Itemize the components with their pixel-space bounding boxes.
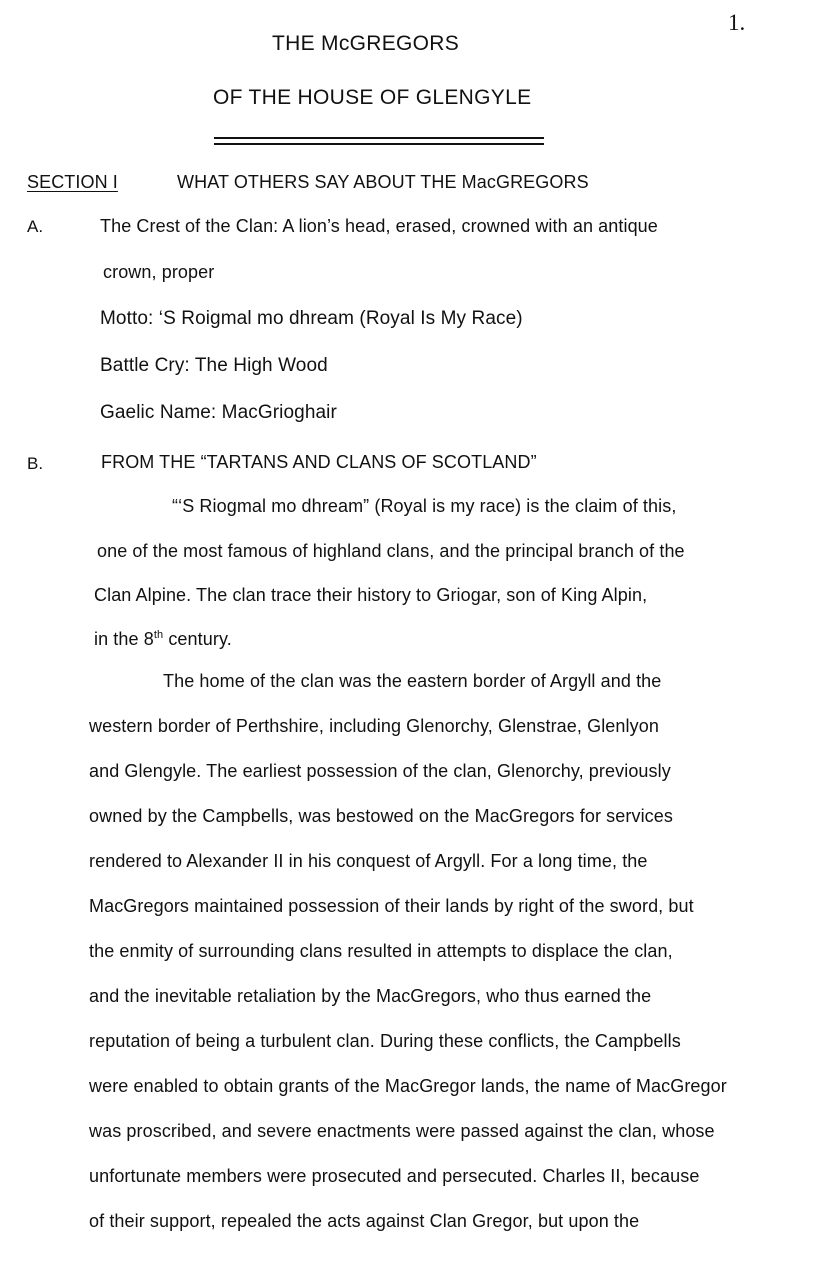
item-b-heading: FROM THE “TARTANS AND CLANS OF SCOTLAND” — [101, 452, 537, 472]
paragraph-2-line: western border of Perthshire, including Glenorchy, Glenstrae, Glenlyon — [89, 716, 659, 736]
section-label: SECTION I — [27, 172, 118, 192]
crest-line-2: crown, proper — [103, 262, 215, 282]
paragraph-1-line: Clan Alpine. The clan trace their history to Griogar, son of King Alpin, — [94, 585, 648, 605]
paragraph-2-line: MacGregors maintained possession of their lands by right of the sword, but — [89, 896, 694, 916]
paragraph-2-line: rendered to Alexander II in his conquest of Argyll. For a long time, the — [89, 851, 648, 871]
paragraph-2-line: were enabled to obtain grants of the MacGregor lands, the name of MacGregor — [89, 1076, 727, 1096]
item-a-marker: A. — [27, 217, 44, 236]
paragraph-1-last-pre: in the 8 — [94, 629, 154, 649]
title-line-1: THE McGREGORS — [272, 32, 460, 55]
item-b-marker: B. — [27, 454, 44, 473]
title-rule-top — [214, 137, 544, 139]
paragraph-1-last-post: century. — [163, 629, 232, 649]
paragraph-1-line — [94, 629, 232, 650]
crest-line-1: The Crest of the Clan: A lion’s head, erased, crowned with an antique — [100, 216, 658, 236]
title-line-2: OF THE HOUSE OF GLENGYLE — [213, 86, 532, 109]
motto: Motto: ‘S Roigmal mo dhream (Royal Is My Race) — [100, 308, 523, 329]
paragraph-2-line: The home of the clan was the eastern border of Argyll and the — [163, 671, 662, 691]
paragraph-2-line: reputation of being a turbulent clan. During these conflicts, the Campbells — [89, 1031, 681, 1051]
paragraph-2-line: the enmity of surrounding clans resulted in attempts to displace the clan, — [89, 941, 673, 961]
paragraph-1-line: “‘S Riogmal mo dhream” (Royal is my race) is the claim of this, — [172, 496, 677, 516]
section-heading: WHAT OTHERS SAY ABOUT THE MacGREGORS — [177, 172, 589, 192]
paragraph-1-line: one of the most famous of highland clans, and the principal branch of the — [97, 541, 685, 561]
ordinal-suffix: th — [153, 629, 164, 641]
battle-cry: Battle Cry: The High Wood — [100, 355, 328, 376]
paragraph-2-line: unfortunate members were prosecuted and persecuted. Charles II, because — [89, 1166, 700, 1186]
paragraph-2-line: was proscribed, and severe enactments were passed against the clan, whose — [89, 1121, 715, 1141]
page-number: 1. — [728, 10, 746, 35]
paragraph-2-line: of their support, repealed the acts against Clan Gregor, but upon the — [89, 1211, 640, 1231]
title-rule-bottom — [214, 143, 544, 145]
paragraph-2-line: owned by the Campbells, was bestowed on the MacGregors for services — [89, 806, 673, 826]
paragraph-2-line: and Glengyle. The earliest possession of the clan, Glenorchy, previously — [89, 761, 671, 781]
paragraph-2-line: and the inevitable retaliation by the MacGregors, who thus earned the — [89, 986, 652, 1006]
gaelic-name: Gaelic Name: MacGrioghair — [100, 402, 337, 423]
